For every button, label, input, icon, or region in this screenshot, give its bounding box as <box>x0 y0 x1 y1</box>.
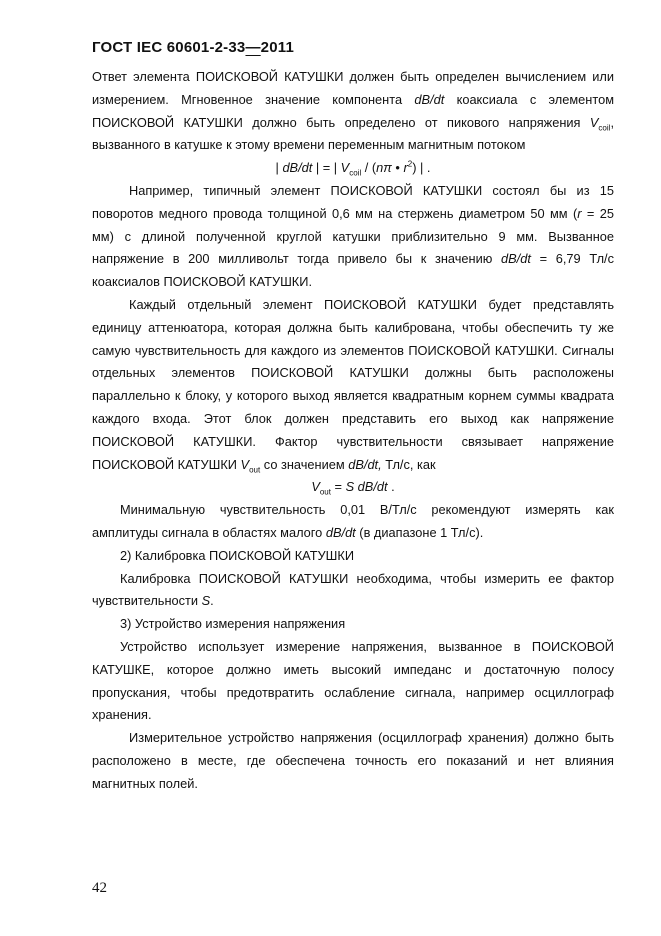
text-run: . <box>387 479 395 495</box>
paragraph-device-location: Измерительное устройство напряжения (осциллограф хранения) должно быть расположено в месте, где обеспечена точность его показаний и нет влияния магнитных полей. <box>92 730 614 791</box>
formula-dbdt <box>92 157 614 180</box>
page-number: 42 <box>92 880 107 896</box>
text-run: = 25 мм) с длиной полученной круглой катушки приблизительно 9 мм. Вызванное напряжение в 200 милливольт тогда привело бы к значению <box>92 205 614 267</box>
standard-year: 2011 <box>260 39 295 56</box>
page-body <box>92 66 614 796</box>
var-n: n <box>376 160 384 176</box>
paragraph-response <box>92 66 614 157</box>
var-s-dbdt: S dB/dt <box>345 479 388 495</box>
var-v: V <box>340 160 350 176</box>
text-run: со значением <box>260 456 349 472</box>
var-r: r <box>403 160 408 176</box>
text-run: ) | . <box>412 160 431 176</box>
text-run: = <box>330 479 346 495</box>
var-s: S <box>201 593 211 609</box>
var-dbdt: dB/dt <box>282 160 313 176</box>
section-heading-calibration: 2) Калибровка ПОИСКОВОЙ КАТУШКИ <box>120 547 355 563</box>
subscript-out: out <box>249 465 261 475</box>
var-dbdt: dB/dt <box>325 524 356 540</box>
text-run: , вызванного в катушке к этому времени переменным магнитным потоком <box>92 114 614 153</box>
document-header <box>92 39 294 56</box>
text-run: Например, типичный элемент ПОИСКОВОЙ КАТУШКИ состоял бы из 15 поворотов медного провода толщиной 0,6 мм на стержень диаметром 50 мм ( <box>92 182 614 221</box>
var-dbdt: dB/dt, <box>348 456 382 472</box>
standard-designation: ГОСТ IEC 60601-2-33 <box>92 39 246 56</box>
paragraph-calibration <box>92 568 614 614</box>
var-r: r <box>577 205 582 221</box>
var-dbdt: dB/dt <box>501 251 531 267</box>
exponent: 2 <box>407 159 413 169</box>
var-dbdt: dB/dt <box>414 91 445 107</box>
header-dash: — <box>245 39 261 56</box>
text-run: Каждый отдельный элемент ПОИСКОВОЙ КАТУШКИ будет представлять единицу аттенюатора, которая должна быть калибрована, чтобы обеспечить ту же самую чувствительность для каждого из элементов ПОИСКОВОЙ КАТУШКИ. Сигналы отдельных элементов ПОИСКОВОЙ КАТУШКИ должны быть расположены параллельно к блоку, у которого выход является квадратным корнем суммы квадрата каждого входа. Этот блок должен представить его выход как напряжение ПОИСКОВОЙ КАТУШКИ. Фактор чувствительности связывает напряжение ПОИСКОВОЙ КАТУШКИ <box>92 296 614 472</box>
text-run: . <box>210 593 214 609</box>
text-run: = 6,79 Тл/с коаксиалов ПОИСКОВОЙ КАТУШКИ. <box>92 251 614 290</box>
symbol-pi: π <box>383 160 392 176</box>
text-run: (в диапазоне 1 Тл/с). <box>355 524 484 540</box>
text-run: Минимальную чувствительность 0,01 В/Тл/с рекомендуют измерять как амплитуды сигнала в областях малого <box>92 502 614 540</box>
formula-vout <box>92 476 614 499</box>
text-run: | = | <box>312 160 341 176</box>
text-run: коаксиала с элементом ПОИСКОВОЙ КАТУШКИ должно быть определено от пикового напряжения <box>92 91 614 130</box>
subscript-coil: coil <box>598 123 611 133</box>
text-run: Ответ элемента ПОИСКОВОЙ КАТУШКИ должен быть определен вычислением или измерением. Мгновенное значение компонента <box>92 69 614 107</box>
paragraph-device: Устройство использует измерение напряжения, вызванное в ПОИСКОВОЙ КАТУШКЕ, которое должно иметь высокий импеданс и достаточную полосу пропускания, чтобы предотвратить ослабление сигнала, например осциллограф хранения. <box>92 638 614 723</box>
text-run: | <box>275 160 283 176</box>
paragraph-attenuator <box>92 294 614 476</box>
subscript-coil: coil <box>349 168 362 178</box>
paragraph-min-sensitivity <box>92 499 614 545</box>
bullet-dot: • <box>391 160 404 176</box>
text-run: / ( <box>361 160 377 176</box>
var-v: V <box>589 114 599 130</box>
paragraph-example <box>92 180 614 294</box>
var-v: V <box>240 456 250 472</box>
subscript-out: out <box>319 487 331 497</box>
var-v: V <box>311 479 320 495</box>
section-heading-voltage-device: 3) Устройство измерения напряжения <box>120 616 346 632</box>
text-run: Калибровка ПОИСКОВОЙ КАТУШКИ необходима, чтобы измерить ее фактор чувствительности <box>92 570 614 609</box>
text-run: Тл/с, как <box>381 456 436 472</box>
